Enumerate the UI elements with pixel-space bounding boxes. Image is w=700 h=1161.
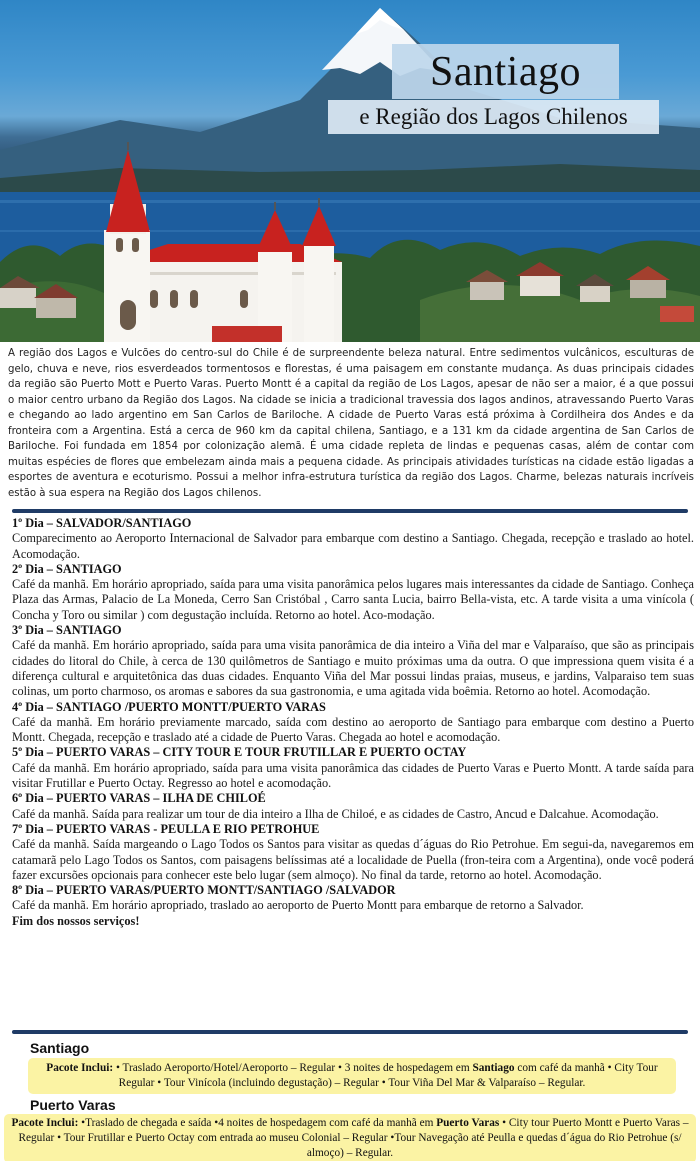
day-title: 7º Dia – PUERTO VARAS - PEULLA E RIO PETROHUE bbox=[12, 821, 320, 836]
day-text: Café da manhã. Em horário previamente marcado, saída com destino ao aeroporto de Santiago para embarque com destino a Puerto Montt. Chegada, recepção e traslado até a cidade de Puerto Varas. Chegada ao hotel e acomodação. bbox=[12, 714, 694, 745]
package-prefix: Pacote Inclui: bbox=[11, 1117, 79, 1129]
day-block bbox=[12, 745, 694, 791]
day-block bbox=[12, 700, 694, 746]
package-highlight: Puerto Varas bbox=[436, 1117, 500, 1129]
day-text: Café da manhã. Em horário apropriado, saída para uma visita panorâmica pelos lugares mais interessantes da cidade de Santiago. Conheça Plaza das Armas, Palacio de La Moneda, Cerro San Cristóbal , Carro santa Lucia, bairro Bella-vista, etc. A tarde visita a uma vinícola ( Concha y Toro ou similar ) com degustação incluída. Retorno ao hotel. Aco-modação. bbox=[12, 577, 694, 622]
day-text: Café da manhã. Saída para realizar um tour de dia inteiro a Ilha de Chiloé, e as cidades de Castro, Ancud e Dalcahue. Acomodação. bbox=[12, 806, 659, 821]
intro-paragraph: A região dos Lagos e Vulcões do centro-sul do Chile é de surpreendente beleza natural. Entre sedimentos vulcânicos, esculturas de gelo, chuva e neve, rios esverdeados tormentosos e florestas, é uma paisagem em constante mudança. As duas principais cidades da região são Puerto Mott e Puerto Varas. Puerto Montt é a capital da região de Los Lagos, apesar de não ser a maior, é a que possui o maior centro urbano da Região dos Lagos. Na cidade se inicia a tradicional travessia dos lagos andinos, atravessando Puerto Varas e chegando ao lado argentino em San Carlos de Bariloche. A cidade de Puerto Varas está próxima à Cordilheira dos Andes e da fronteira com a Argentina. Está a cerca de 960 km da capital chilena, Santiago, e a 131 km da cidade argentina de San Carlos de Bariloche. Foi fundada em 1854 por colonização alemã. É uma cidade repleta de lindas e pequenas casas, além de contar com muitas espécies de flores que embelezam ainda mais a pequena cidade. As principais atividades turísticas na cidade estão ligadas a esportes de aventura e ecoturismo. Possui a melhor infra-estrutura turística da região dos Lagos. Charme, belezas naturais incríveis estão à sua espera na Região dos Lagos chilenos. bbox=[8, 348, 694, 499]
page-title-box bbox=[392, 44, 619, 99]
day-text: Café da manhã. Em horário apropriado, saída para uma visita panorâmica de dia inteiro a Viña del mar e Valparaíso, que são as principais cidades do litoral do Chile, à cerca de 130 quilômetros de Santiago e muito próximas uma da outra. O que impressiona quem visita é a diferença cultural e arquitetônica das duas cidades. Enquanto Viña del Mar possui lindas praias, museus, e jardins, Valparaiso tem suas colinas, um porto charmoso, os aromas e sabores da sua gastronomia, e uma agitada vida boêmia. Retorno ao hotel. Acomodação. bbox=[12, 638, 694, 699]
hero-image bbox=[0, 0, 700, 342]
itinerary bbox=[12, 516, 694, 929]
package-text: • Traslado Aeroporto/Hotel/Aeroporto – Regular • 3 noites de hospedagem em bbox=[113, 1062, 473, 1074]
package-label-puerto-varas: Puerto Varas bbox=[30, 1097, 116, 1113]
day-text: Café da manhã. Saída margeando o Lago Todos os Santos para visitar as quedas d´águas do Rio Petrohue. Em segui-da, navegaremos em catamarã pelo Lago Todos os Santos, com paisagens belíssimas até a localidade de Puella (fron-teira com a Argentina), onde você poderá fazer excursões opcionais para conhecer este belo lugar (sem almoço). No final da tarde, retorno ao hotel. Acomodação. bbox=[12, 837, 694, 882]
day-block bbox=[12, 822, 694, 883]
day-title: 4º Dia – SANTIAGO /PUERTO MONTT/PUERTO VARAS bbox=[12, 699, 326, 714]
day-title: 1º Dia – SALVADOR/SANTIAGO bbox=[12, 516, 192, 530]
divider-top bbox=[12, 509, 688, 513]
day-block bbox=[12, 883, 694, 914]
package-box-puerto-varas bbox=[4, 1114, 696, 1161]
package-highlight: Santiago bbox=[472, 1062, 515, 1074]
day-title: 8º Dia – PUERTO VARAS/PUERTO MONTT/SANTIAGO /SALVADOR bbox=[12, 883, 396, 898]
package-text: com café da manhã • City Tour Regular • Tour Vinícola (incluindo degustação) – Regular • Tour Viña Del Mar & Valparaíso – Regular. bbox=[118, 1062, 658, 1089]
package-box-santiago bbox=[28, 1058, 676, 1094]
day-block bbox=[12, 562, 694, 623]
day-block bbox=[12, 516, 694, 562]
divider-bottom bbox=[12, 1030, 688, 1034]
closing-note: Fim dos nossos serviços! bbox=[12, 913, 140, 928]
day-text: Comparecimento ao Aeroporto Internacional de Salvador para embarque com destino a Santiago. Chegada, recepção e traslado ao hotel. Acomodação. bbox=[12, 531, 694, 561]
day-title: 3º Dia – SANTIAGO bbox=[12, 623, 122, 638]
day-title: 2º Dia – SANTIAGO bbox=[12, 561, 122, 576]
package-text: • City tour Puerto Montt e Puerto Varas – Regular • Tour Frutillar e Puerto Octay com entrada ao museu Colonial – Regular •Tour Navegação até Peulla e quedas d´água do Rio Petrohue (s/ almoço) – Regular. bbox=[18, 1117, 689, 1159]
page-title: Santiago bbox=[430, 48, 581, 95]
package-text: •Traslado de chegada e saída •4 noites de hospedagem com café da manhã em bbox=[78, 1117, 437, 1129]
day-block bbox=[12, 791, 694, 822]
day-text: Café da manhã. Em horário apropriado, saída para uma visita panorâmica das cidades de Puerto Varas e Puerto Montt. A tarde saída para visitar Frutillar e Puerto Octay. Regresso ao hotel e acomodação. bbox=[12, 760, 694, 791]
package-label-santiago: Santiago bbox=[30, 1040, 90, 1056]
package-prefix: Pacote Inclui: bbox=[46, 1062, 114, 1074]
day-text: Café da manhã. Em horário apropriado, traslado ao aeroporto de Puerto Montt para embarque de retorno a Salvador. bbox=[12, 898, 584, 913]
page-subtitle: e Região dos Lagos Chilenos bbox=[359, 104, 628, 129]
day-title: 6º Dia – PUERTO VARAS – ILHA DE CHILOÉ bbox=[12, 791, 266, 806]
day-block bbox=[12, 623, 694, 699]
page-subtitle-box bbox=[328, 100, 659, 134]
day-title: 5º Dia – PUERTO VARAS – CITY TOUR E TOUR FRUTILLAR E PUERTO OCTAY bbox=[12, 745, 467, 760]
